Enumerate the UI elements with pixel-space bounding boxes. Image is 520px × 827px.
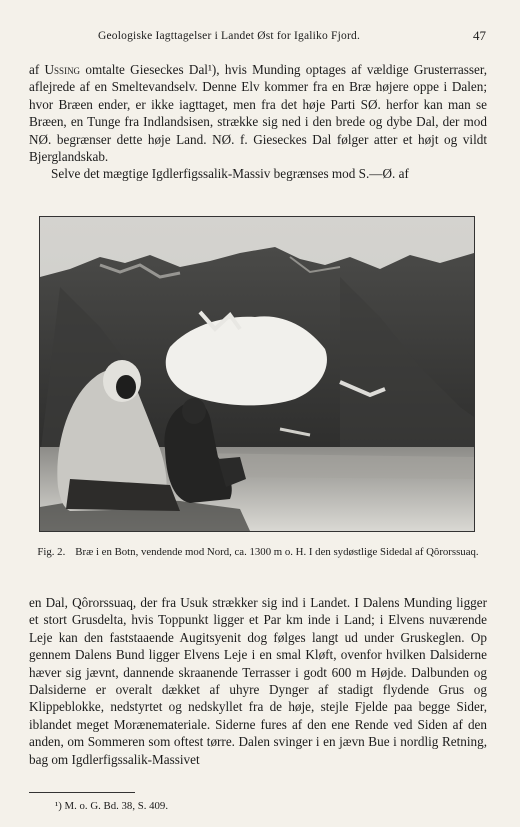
figure-photograph: [39, 216, 475, 532]
paragraph-3-text: en Dal, Qôrorssuaq, der fra Usuk strækker sig ind i Landet. I Dalens Munding ligger et stort Grusdelta, hvis Toppunkt ligger et Par km inde i Land; i Elvens nuværende Leje kan den faststaaende Augitsyenit dog følges langt ud under Gruskeglen. Op gennem Dalens Bund ligger Elvens Leje i en smal Kløft, ovenfor hvilken Dalsiderne hæver sig jævnt, dannende skraanende Terrasser i godt 600 m Højde. Dalbunden og Dalsiderne er overalt dækket af uhyre Dynger af stadigt flydende Grus og Klippeblokke, nedstyrtet og nedskyllet fra de høje, stejle Fjelde paa begge Sider, iblandet meget Morænemateriale. Siderne fures af den ene Rende ved Siden af den anden, om Sommeren som oftest tørre. Dalen svinger i en jævn Bue i nordlig Retning, bag om Igdlerfigssalik-Massivet: [29, 595, 487, 767]
running-title: Geologiske Iagttagelser i Landet Øst for Igaliko Fjord.: [98, 30, 361, 42]
glacier-photo: [40, 217, 474, 531]
figure-caption-text: Bræ i en Botn, vendende mod Nord, ca. 1300 m o. H. I den sydøstlige Sidedal af Qôrorssuaq.: [75, 546, 479, 558]
paragraph-1-text: omtalte Gieseckes Dal¹), hvis Munding optages af vældige Grusterrasser, aflejrede af en Smeltevandselv. Denne Elv kommer fra en Bræ højere oppe i Dalen; hvor Bræen ender, er ikke iagttaget, men fra det høje Parti SØ. herfor kan man se Bræen, en Tunge fra Indlandsisen, strække sig ned i den brede og dybe Dal, der mod NØ. begrænser dette høje Land. NØ. f. Gieseckes Dal følger atter et højt og vildt Bjerglandskab.: [29, 62, 487, 165]
page-number: 47: [473, 28, 486, 43]
paragraph-3: [29, 594, 487, 768]
paragraph-1-lead: af: [29, 62, 45, 77]
paragraph-1: [29, 61, 487, 183]
footnote: ¹) M. o. G. Bd. 38, S. 409.: [55, 800, 169, 812]
figure-caption: [28, 545, 488, 560]
running-header: [58, 30, 490, 46]
author-name: Ussing: [44, 62, 81, 77]
footnote-divider: [29, 792, 135, 793]
paragraph-2: Selve det mægtige Igdlerfigssalik-Massiv begrænses mod S.—Ø. af: [51, 166, 409, 182]
figure-label: Fig. 2.: [37, 546, 66, 558]
